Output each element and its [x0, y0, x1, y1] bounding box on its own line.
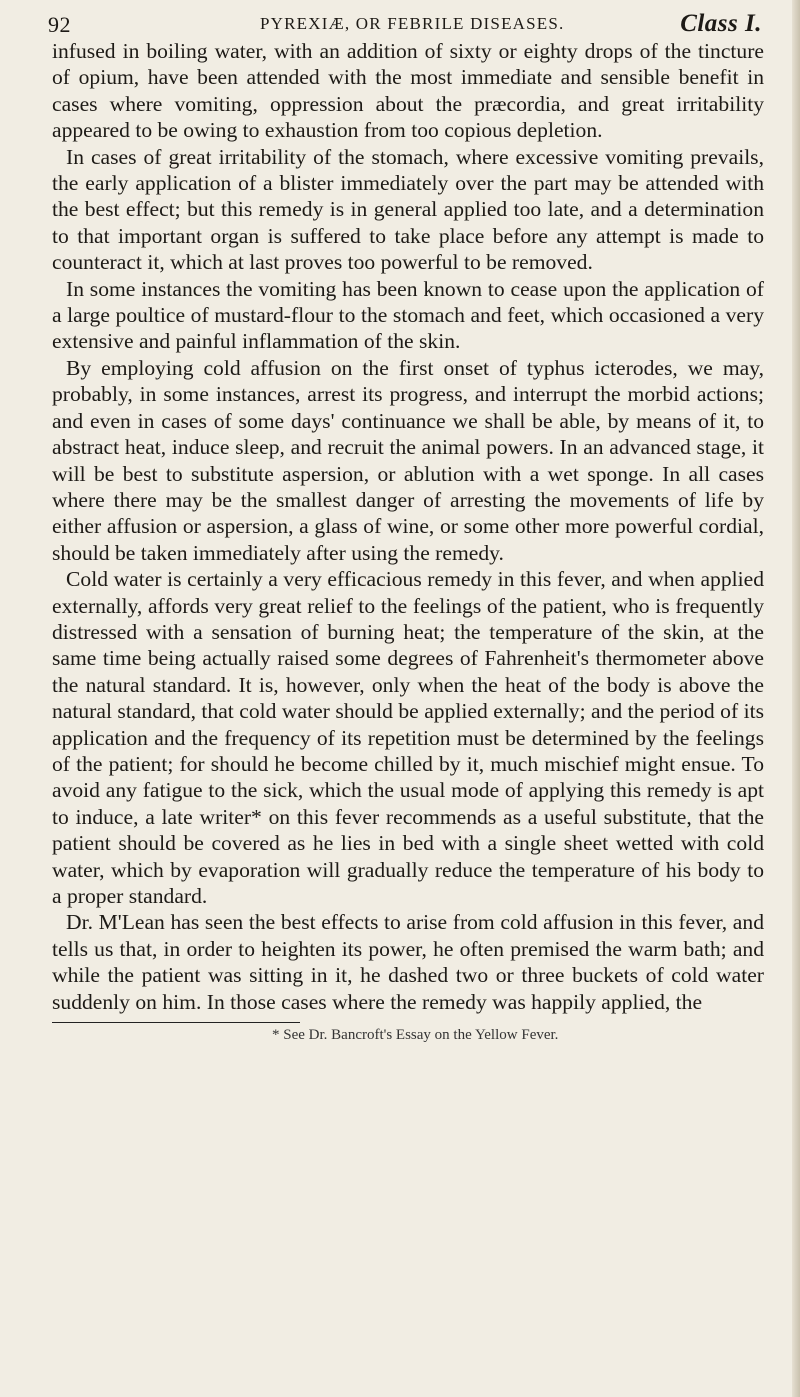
paragraph: infused in boiling water, with an addition of sixty or eighty drops of the tincture of opium, have been attended with the most immediate and sensible benefit in cases where vomiting, oppression about the præcordia, and great irritability appeared to be owing to exhaustion from too copious depletion. — [52, 39, 764, 143]
class-label: Class I. — [680, 10, 762, 37]
paragraph: In some instances the vomiting has been known to cease upon the application of a large poultice of mustard-flour to the stomach and feet, which occasioned a very extensive and painful inflammation of the skin. — [52, 276, 764, 354]
paragraph: Dr. M'Lean has seen the best effects to arise from cold affusion in this fever, and tells us that, in order to heighten its power, he often premised the warm bath; and while the patient was sitting in it, he dashed two or three buckets of cold water suddenly on him. In those cases where the remedy was happily applied, the — [52, 910, 764, 1014]
paragraph: Cold water is certainly a very efficacious remedy in this fever, and when applied externally, affords very great relief to the feelings of the patient, who is frequently distressed with a sensation of burning heat; the temperature of the skin, at the same time being actually raised some degrees of Fahrenheit's thermometer above the natural standard. It is, however, only when the heat of the body is above the natural standard, that cold water should be applied externally; and the period of its application and the frequency of its repetition must be determined by the feelings of the patient; for should he become chilled by it, much mischief might ensue. To avoid any fatigue to the sick, which the usual mode of applying this remedy is apt to induce, a late writer* on this fever recommends as a useful substitute, that the patient should be covered as he lies in bed with a single sheet wetted with cold water, which by evaporation will gradually reduce the temperature of his body to a proper standard. — [52, 567, 764, 908]
page-edge — [792, 0, 800, 1397]
body-text — [52, 38, 764, 1015]
page-number: 92 — [48, 12, 71, 37]
running-title: PYREXIÆ, OR FEBRILE DISEASES. — [260, 14, 565, 33]
paragraph: By employing cold affusion on the first onset of typhus icterodes, we may, probably, in some instances, arrest its progress, and interrupt the morbid actions; and even in cases of some days' continuance we shall be able, by means of it, to abstract heat, induce sleep, and recruit the animal powers. In an advanced stage, it will be best to substitute aspersion, or ablution with a wet sponge. In all cases where there may be the smallest danger of arresting the movements of life by either affusion or aspersion, a glass of wine, or some other more powerful cordial, should be taken immediately after using the remedy. — [52, 355, 764, 565]
footnote: * See Dr. Bancroft's Essay on the Yellow Fever. — [272, 1027, 559, 1044]
paragraph: In cases of great irritability of the stomach, where excessive vomiting prevails, the early application of a blister immediately over the part may be attended with the best effect; but this remedy is in general applied too late, and a determination to that important organ is suffered to take place before any attempt is made to counteract it, which at last proves too powerful to be removed. — [52, 144, 764, 275]
page-header — [48, 6, 764, 37]
footnote-rule — [52, 1022, 300, 1023]
